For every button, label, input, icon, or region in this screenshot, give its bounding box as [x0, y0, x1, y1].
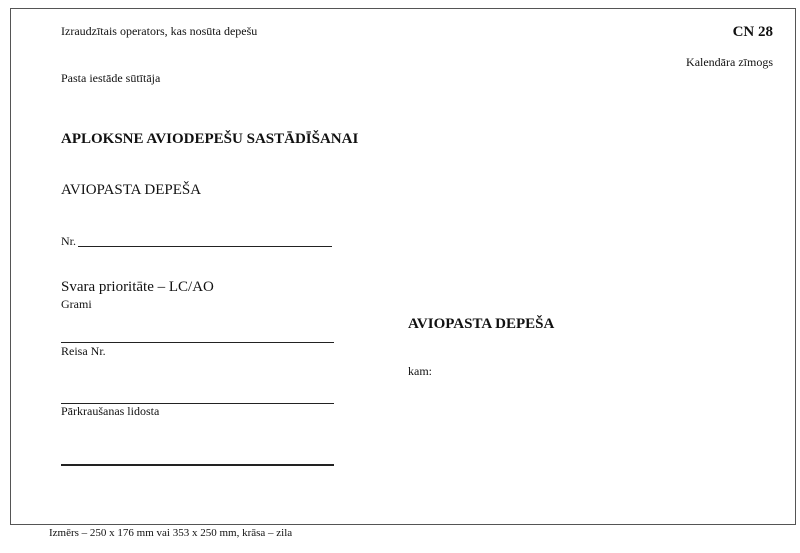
flight-label: Reisa Nr.: [61, 344, 106, 358]
transfer-airport-line[interactable]: [61, 464, 334, 466]
form-title: APLOKSNE AVIODEPEŠU SASTĀDĪŠANAI: [61, 131, 359, 147]
form-subtitle: AVIOPASTA DEPEŠA: [61, 182, 202, 198]
address-title: AVIOPASTA DEPEŠA: [408, 316, 555, 332]
transfer-airport-label: Pārkraušanas lidosta: [61, 404, 160, 418]
number-label: Nr.: [61, 234, 76, 248]
origin-office-label: Pasta iestāde sūtītāja: [61, 71, 161, 85]
grams-line[interactable]: [61, 342, 334, 343]
grams-label: Grami: [61, 297, 92, 311]
issuer-label: Izraudzītais operators, kas nosūta depešu: [61, 24, 258, 38]
recipient-label: kam:: [408, 364, 432, 378]
number-line[interactable]: [78, 246, 332, 247]
form-code: CN 28: [732, 24, 773, 40]
priority-label: Svara prioritāte – LC/AO: [61, 279, 214, 295]
size-color-note: Izmērs – 250 x 176 mm vai 353 x 250 mm, krāsa – zila: [49, 527, 293, 539]
date-stamp-label: Kalendāra zīmogs: [686, 55, 773, 69]
